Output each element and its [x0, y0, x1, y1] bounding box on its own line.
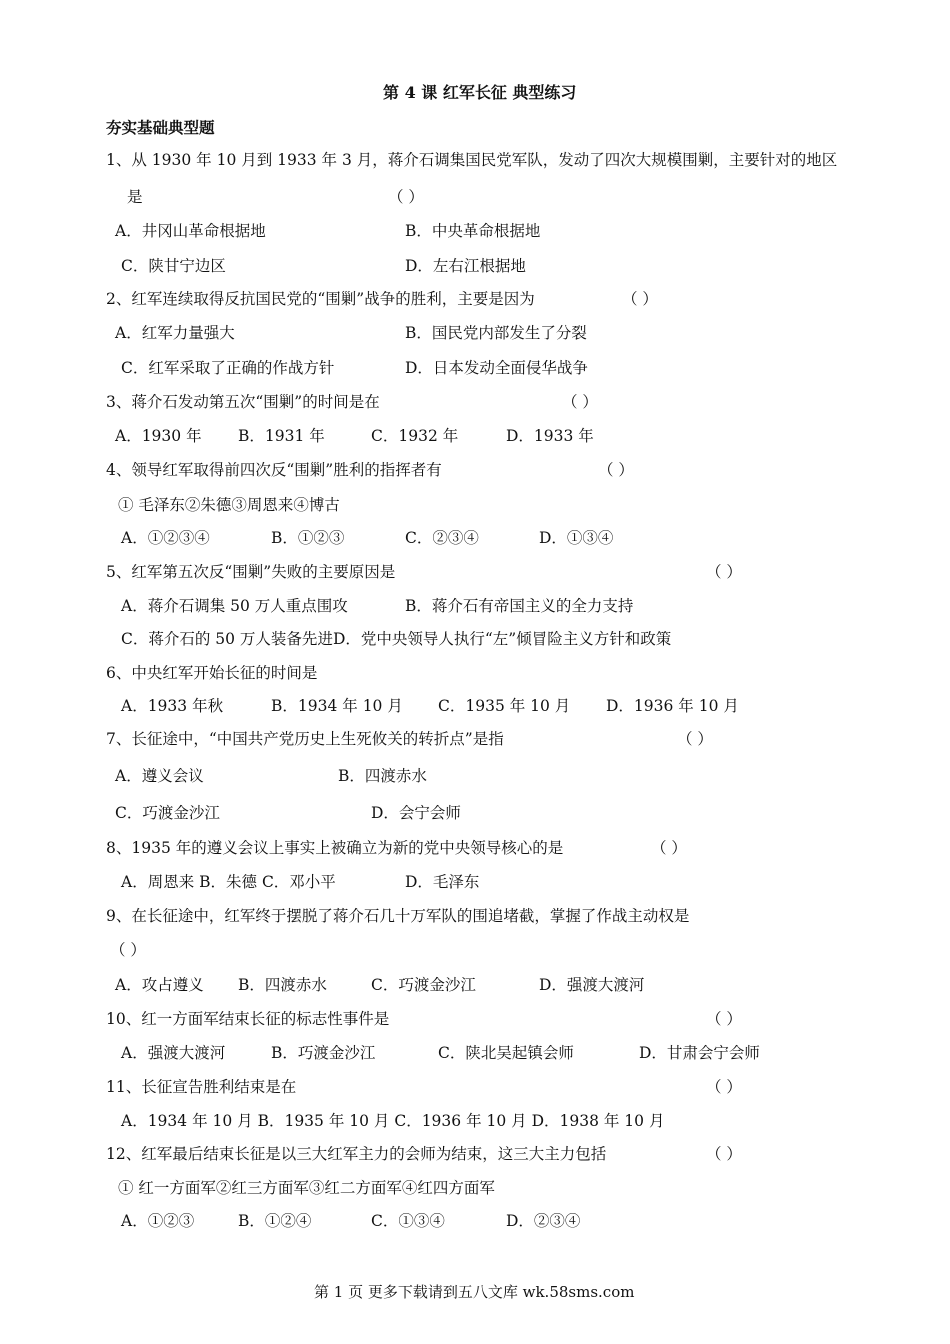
section-heading: 夯实基础典型题 — [106, 118, 215, 137]
question-4-items: ① 毛泽东②朱德③周恩来④博古 — [118, 496, 340, 514]
question-5-option-a: A．蒋介石调集 50 万人重点围攻 — [121, 597, 348, 615]
question-3-stem: 3、蒋介石发动第五次“围剿”的时间是在 — [106, 393, 380, 411]
question-8-stem: 8、1935 年的遵义会议上事实上被确立为新的党中央领导核心的是 — [106, 839, 564, 857]
question-2-answer-paren: （ ） — [622, 290, 658, 308]
question-9-option-c: C．巧渡金沙江 — [371, 976, 476, 994]
question-12-stem: 12、红军最后结束长征是以三大红军主力的会师为结束，这三大主力包括 — [106, 1145, 607, 1163]
question-6-option-c: C．1935 年 10 月 — [438, 697, 571, 715]
question-7-option-a: A．遵义会议 — [115, 767, 204, 785]
question-10-option-a: A．强渡大渡河 — [121, 1044, 226, 1062]
question-4-option-b: B．①②③ — [271, 529, 345, 547]
question-7-option-c: C．巧渡金沙江 — [115, 804, 220, 822]
question-5-stem: 5、红军第五次反“围剿”失败的主要原因是 — [106, 563, 396, 581]
question-3-option-a: A．1930 年 — [115, 427, 202, 445]
question-4-option-c: C．②③④ — [405, 529, 479, 547]
question-10-option-d: D．甘肃会宁会师 — [639, 1044, 760, 1062]
question-12-option-c: C．①③④ — [371, 1212, 445, 1230]
question-10-option-c: C．陕北吴起镇会师 — [438, 1044, 574, 1062]
question-2-option-d: D．日本发动全面侵华战争 — [405, 359, 588, 377]
question-5-option-c-d: C．蒋介石的 50 万人装备先进D．党中央领导人执行“左”倾冒险主义方针和政策 — [121, 630, 672, 648]
question-3-option-d: D．1933 年 — [506, 427, 594, 445]
question-8-option-a-b-c: A．周恩来 B．朱德 C．邓小平 — [121, 873, 336, 891]
question-12-option-d: D．②③④ — [506, 1212, 581, 1230]
question-2-option-b: B．国民党内部发生了分裂 — [405, 324, 587, 342]
page-title: 第 4 课 红军长征 典型练习 — [383, 83, 577, 102]
question-9-option-a: A．攻占遵义 — [115, 976, 204, 994]
question-12-answer-paren: （ ） — [706, 1145, 742, 1163]
question-4-option-d: D．①③④ — [539, 529, 614, 547]
question-4-option-a: A．①②③④ — [121, 529, 210, 547]
question-1-stem-continued: 是 — [127, 188, 143, 206]
question-4-answer-paren: （ ） — [598, 461, 634, 479]
question-6-stem: 6、中央红军开始长征的时间是 — [106, 664, 318, 682]
question-1-stem: 1、从 1930 年 10 月到 1933 年 3 月，蒋介石调集国民党军队，发动了四次大规模围剿，主要针对的地区 — [106, 151, 838, 169]
question-2-option-a: A．红军力量强大 — [115, 324, 235, 342]
question-3-option-b: B．1931 年 — [238, 427, 325, 445]
question-5-option-b: B．蒋介石有帝国主义的全力支持 — [405, 597, 634, 615]
question-12-option-b: B．①②④ — [238, 1212, 312, 1230]
question-2-stem: 2、红军连续取得反抗国民党的“围剿”战争的胜利，主要是因为 — [106, 290, 535, 308]
question-4-stem: 4、领导红军取得前四次反“围剿”胜利的指挥者有 — [106, 461, 442, 479]
question-10-stem: 10、红一方面军结束长征的标志性事件是 — [106, 1010, 390, 1028]
question-9-option-b: B．四渡赤水 — [238, 976, 327, 994]
question-7-stem: 7、长征途中，“中国共产党历史上生死攸关的转折点”是指 — [106, 730, 504, 748]
page-footer: 第 1 页 更多下载请到五八文库 wk.58sms.com — [314, 1283, 635, 1301]
question-7-answer-paren: （ ） — [677, 730, 713, 748]
question-12-items: ① 红一方面军②红三方面军③红二方面军④红四方面军 — [118, 1179, 495, 1197]
question-10-answer-paren: （ ） — [706, 1010, 742, 1028]
question-8-option-d: D．毛泽东 — [405, 873, 480, 891]
question-1-answer-paren: （ ） — [388, 188, 424, 206]
question-6-option-b: B．1934 年 10 月 — [271, 697, 403, 715]
question-1-option-a: A．井冈山革命根据地 — [115, 222, 266, 240]
question-3-answer-paren: （ ） — [562, 393, 598, 411]
question-11-options: A．1934 年 10 月 B．1935 年 10 月 C．1936 年 10 月 D．1938 年 10 月 — [121, 1112, 665, 1130]
question-1-option-d: D．左右江根据地 — [405, 257, 526, 275]
question-9-answer-paren: （ ） — [110, 941, 146, 959]
question-6-option-d: D．1936 年 10 月 — [606, 697, 739, 715]
question-12-option-a: A．①②③ — [121, 1212, 195, 1230]
question-9-stem: 9、在长征途中，红军终于摆脱了蒋介石几十万军队的围追堵截，掌握了作战主动权是 — [106, 907, 690, 925]
question-11-answer-paren: （ ） — [706, 1078, 742, 1096]
question-8-answer-paren: （ ） — [651, 839, 687, 857]
question-6-option-a: A．1933 年秋 — [121, 697, 224, 715]
question-3-option-c: C．1932 年 — [371, 427, 459, 445]
question-7-option-d: D．会宁会师 — [371, 804, 461, 822]
question-7-option-b: B．四渡赤水 — [338, 767, 427, 785]
question-1-option-b: B．中央革命根据地 — [405, 222, 541, 240]
question-11-stem: 11、长征宣告胜利结束是在 — [106, 1078, 297, 1096]
question-1-option-c: C．陕甘宁边区 — [121, 257, 226, 275]
question-2-option-c: C．红军采取了正确的作战方针 — [121, 359, 335, 377]
question-9-option-d: D．强渡大渡河 — [539, 976, 645, 994]
question-10-option-b: B．巧渡金沙江 — [271, 1044, 376, 1062]
question-5-answer-paren: （ ） — [706, 563, 742, 581]
